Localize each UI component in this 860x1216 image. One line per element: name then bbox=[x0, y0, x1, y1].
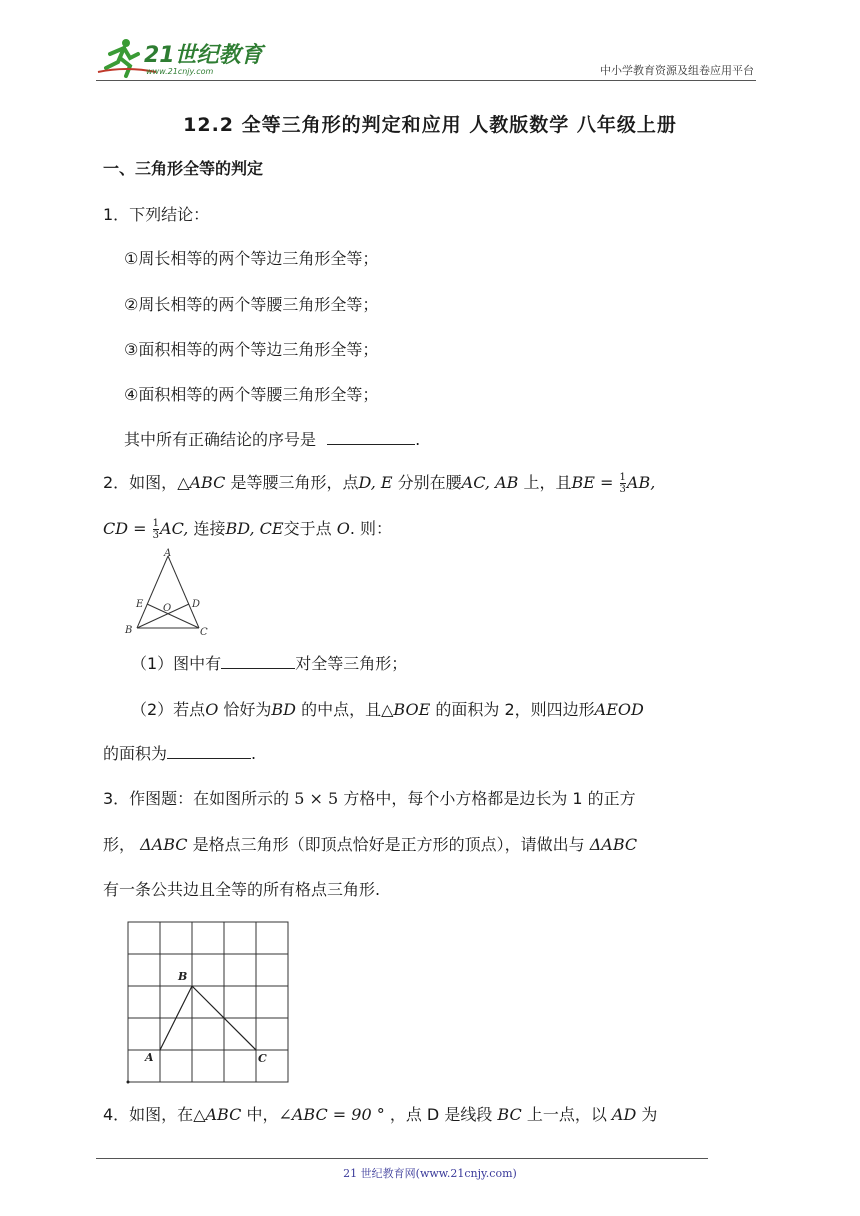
q1-ask: 其中所有正确结论的序号是 . bbox=[124, 430, 421, 449]
side-ac bbox=[168, 556, 199, 628]
q2-line1: 2．如图，△ABC 是等腰三角形，点D, E 分别在腰AC, AB 上，且BE = $\frac{1}{3}$ AB, bbox=[103, 472, 656, 495]
answer-blank[interactable] bbox=[221, 654, 295, 669]
label-b: B bbox=[178, 970, 188, 983]
q1-item-3: ③面积相等的两个等边三角形全等； bbox=[124, 340, 379, 359]
q2-sub2-cont: 的面积为 . bbox=[103, 744, 257, 763]
fraction: $\frac{1}{3}$ bbox=[619, 472, 626, 495]
logo-text: 21世纪教育 bbox=[144, 43, 263, 68]
q4-line1: 4．如图，在△ABC 中，∠ABC = 90 ° ，点 D 是线段 BC 上一点，以 AD 为 bbox=[103, 1105, 658, 1124]
origin-dot bbox=[127, 1081, 130, 1084]
q1-item-1: ①周长相等的两个等边三角形全等； bbox=[124, 249, 379, 268]
header-divider bbox=[96, 80, 756, 81]
q2-sub1: （1）图中有 对全等三角形； bbox=[131, 654, 408, 673]
site-logo bbox=[96, 36, 266, 80]
footer-divider bbox=[96, 1158, 708, 1159]
label-c: C bbox=[200, 627, 208, 638]
triangle-figure bbox=[120, 548, 220, 640]
section-heading: 一、三角形全等的判定 bbox=[103, 159, 264, 178]
q1-stem: 1．下列结论： bbox=[103, 205, 210, 224]
side-ab bbox=[137, 556, 168, 628]
q3-line2: 形， ΔABC 是格点三角形（即顶点恰好是正方形的顶点），请做出与 ΔABC bbox=[103, 835, 638, 854]
label-d: D bbox=[192, 599, 201, 610]
label-b: B bbox=[125, 625, 133, 636]
label-o: O bbox=[163, 603, 172, 614]
platform-name: 中小学教育资源及组卷应用平台 bbox=[600, 64, 754, 77]
label-c: C bbox=[258, 1052, 267, 1065]
logo-url: www.21cnjy.com bbox=[146, 67, 214, 76]
label-a: A bbox=[145, 1051, 154, 1064]
page-title: 12.2 全等三角形的判定和应用 人教版数学 八年级上册 bbox=[183, 114, 677, 136]
footer-text: 21 世纪教育网(www.21cnjy.com) bbox=[343, 1167, 517, 1180]
label-e: E bbox=[136, 599, 144, 610]
q2-line2: CD = $\frac{1}{3}$ AC, 连接BD, CE交于点 O. 则： bbox=[103, 518, 392, 541]
q2-sub2: （2）若点O 恰好为BD 的中点，且△BOE 的面积为 2，则四边形AEOD bbox=[131, 700, 644, 719]
fraction: $\frac{1}{3}$ bbox=[152, 518, 160, 541]
answer-blank[interactable] bbox=[167, 744, 251, 759]
q1-item-2: ②周长相等的两个等腰三角形全等； bbox=[124, 295, 379, 314]
q1-item-4: ④面积相等的两个等腰三角形全等； bbox=[124, 385, 379, 404]
label-a: A bbox=[164, 548, 172, 559]
q3-line3: 有一条公共边且全等的所有格点三角形. bbox=[103, 880, 381, 899]
grid-figure bbox=[120, 916, 300, 1088]
answer-blank[interactable] bbox=[327, 430, 415, 445]
q3-line1: 3．作图题：在如图所示的 5 × 5 方格中，每个小方格都是边长为 1 的正方 bbox=[103, 789, 636, 808]
